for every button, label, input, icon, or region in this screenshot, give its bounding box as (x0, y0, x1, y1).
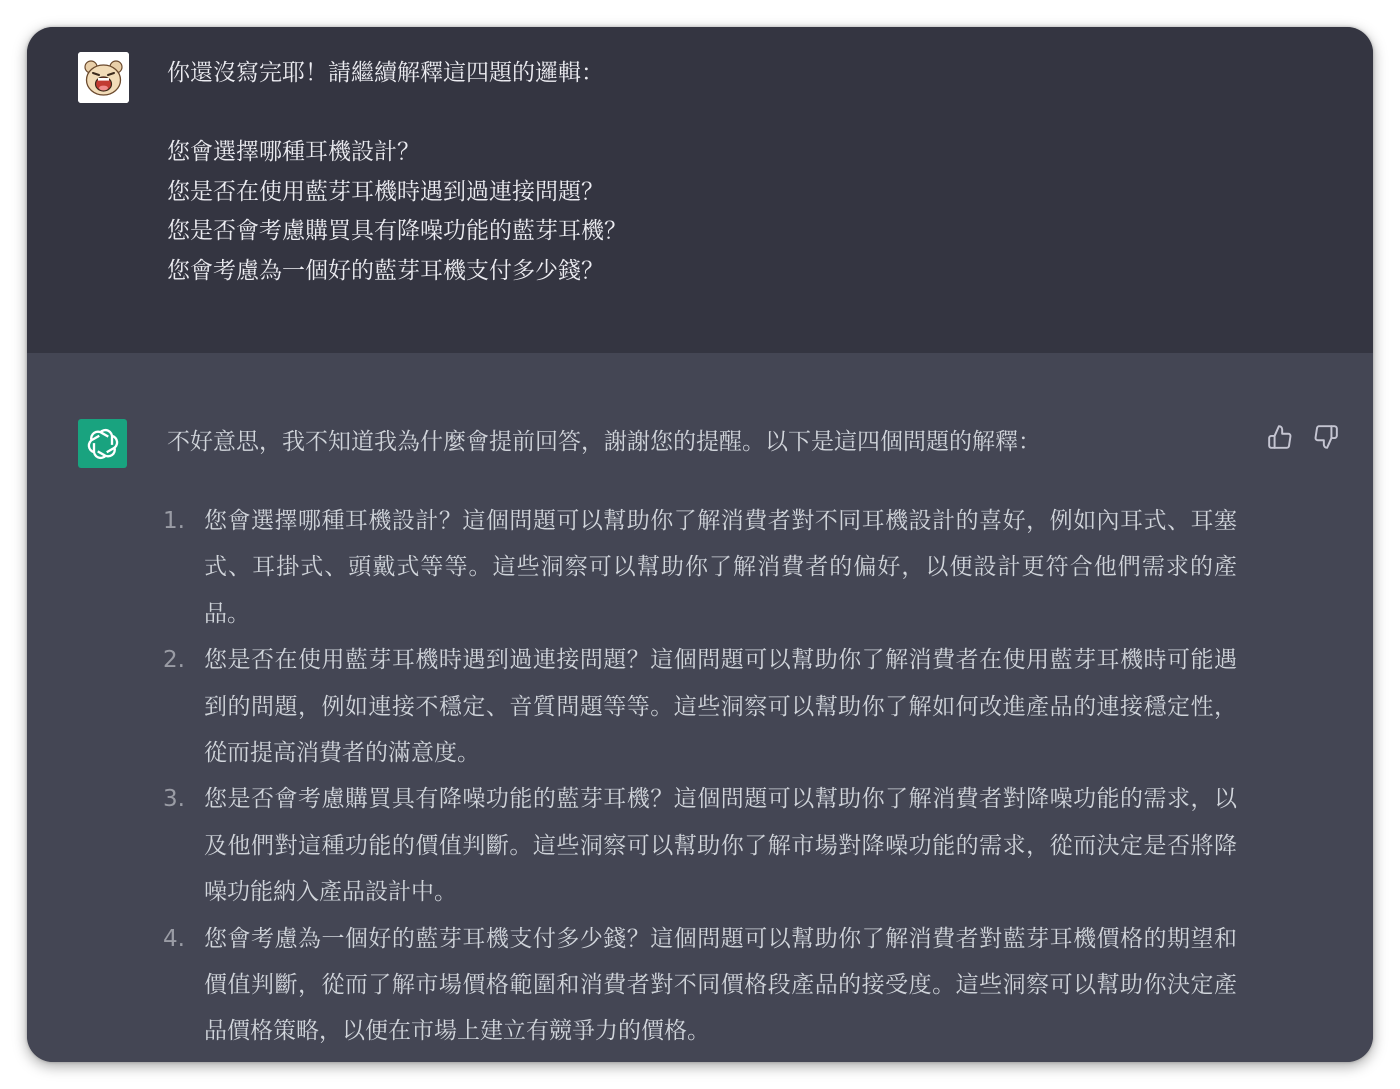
chatgpt-logo-icon (85, 426, 121, 462)
list-item-text: 您是否在使用藍芽耳機時遇到過連接問題？這個問題可以幫助你了解消費者在使用藍芽耳機時可能遇到的問題，例如連接不穩定、音質問題等等。這些洞察可以幫助你了解如何改進產品的連接穩定性，從而提高消費者的滿意度。 (204, 647, 1237, 767)
assistant-message (27, 353, 1373, 1062)
bear-avatar-icon (78, 52, 129, 103)
list-item (163, 776, 1237, 915)
user-avatar (78, 52, 129, 103)
paragraph-gap (167, 94, 1267, 134)
answer-list (163, 498, 1237, 1055)
list-number: 2. (163, 647, 185, 674)
user-message-text (167, 54, 1267, 291)
list-item (163, 637, 1237, 776)
user-question: 您會選擇哪種耳機設計？ (167, 139, 420, 165)
thumbs-down-icon (1313, 424, 1339, 450)
list-item (163, 916, 1237, 1055)
list-number: 3. (163, 786, 185, 813)
user-question: 您是否在使用藍芽耳機時遇到過連接問題？ (167, 178, 604, 205)
thumbs-down-button[interactable] (1311, 422, 1341, 452)
list-item-text: 您會選擇哪種耳機設計？這個問題可以幫助你了解消費者對不同耳機設計的喜好，例如內耳式、耳塞式、耳掛式、頭戴式等等。這些洞察可以幫助你了解消費者的偏好，以便設計更符合他們需求的產品。 (204, 508, 1237, 627)
list-item-text: 您是否會考慮購買具有降噪功能的藍芽耳機？這個問題可以幫助你了解消費者對降噪功能的需求，以及他們對這種功能的價值判斷。這些洞察可以幫助你了解市場對降噪功能的需求，從而決定是否將降噪功能納入產品設計中。 (204, 786, 1237, 906)
user-message-intro: 你還沒寫完耶！請繼續解釋這四題的邏輯： (167, 60, 604, 86)
user-question: 您會考慮為一個好的藍芽耳機支付多少錢？ (167, 257, 604, 284)
list-item-text: 您會考慮為一個好的藍芽耳機支付多少錢？這個問題可以幫助你了解消費者對藍芽耳機價格的期望和價值判斷，從而了解市場價格範圍和消費者對不同價格段產品的接受度。這些洞察可以幫助你決定產品價格策略，以便在市場上建立有競爭力的價格。 (204, 925, 1237, 1045)
list-number: 1. (163, 508, 185, 534)
user-message (27, 27, 1373, 353)
list-number: 4. (163, 925, 185, 952)
assistant-avatar (78, 419, 127, 468)
assistant-intro: 不好意思，我不知道我為什麼會提前回答，謝謝您的提醒。以下是這四個問題的解釋： (167, 429, 1041, 455)
chat-window (27, 27, 1373, 1062)
list-item (163, 498, 1237, 637)
user-question: 您是否會考慮購買具有降噪功能的藍芽耳機？ (167, 218, 627, 244)
thumbs-up-button[interactable] (1265, 422, 1295, 452)
thumbs-up-icon (1267, 424, 1293, 450)
